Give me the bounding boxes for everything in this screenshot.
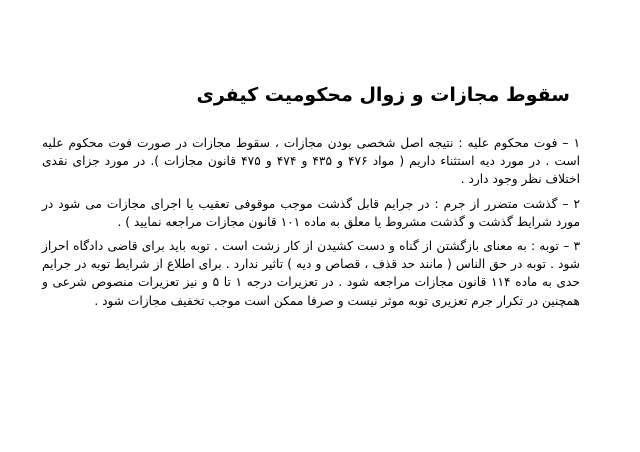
paragraph-repentance: ۳ – توبه : به معنای بازگشتن از گناه و دست کشیدن از کار زشت است . توبه باید برای قاضی دادگاه احراز شود . توبه در حق الناس ( مانند حد قذف ، قصاص و دیه ) تاثیر ندارد . برای اطلاع از شرایط توبه در جرایم حدی به ماده ۱۱۴ قانون مجازات مراجعه شود . در تعزیرات درجه ۱ تا ۵ و نیز تعزیرات منصوص شرعی و همچنین در تکرار جرم تعزیری توبه موثر نیست و صرفا ممکن است موجب تخفیف مجازات شود . bbox=[42, 239, 580, 308]
slide-body bbox=[42, 134, 580, 316]
paragraph-victim-forgiveness: ۲ – گذشت متضرر از جرم : در جرایم قابل گذشت موجب موقوفی تعقیب یا اجرای مجازات می شود در مورد شرایط گذشت و گذشت مشروط یا معلق به ماده ۱۰۱ قانون مجازات مراجعه نمایید ) . bbox=[42, 196, 580, 229]
paragraph-death-of-convict: ۱ – فوت محکوم علیه : نتیجه اصل شخصی بودن مجازات ، سقوط مجازات در صورت فوت محکوم علیه است . در مورد دیه استثناء داریم ( مواد ۴۷۶ و ۴۳۵ و ۴۷۴ و ۴۷۵ قانون مجازات ). در مورد جزای نقدی اختلاف نظر وجود دارد . bbox=[42, 136, 580, 187]
page-title: سقوط مجازات و زوال محکومیت کیفری bbox=[196, 84, 570, 106]
